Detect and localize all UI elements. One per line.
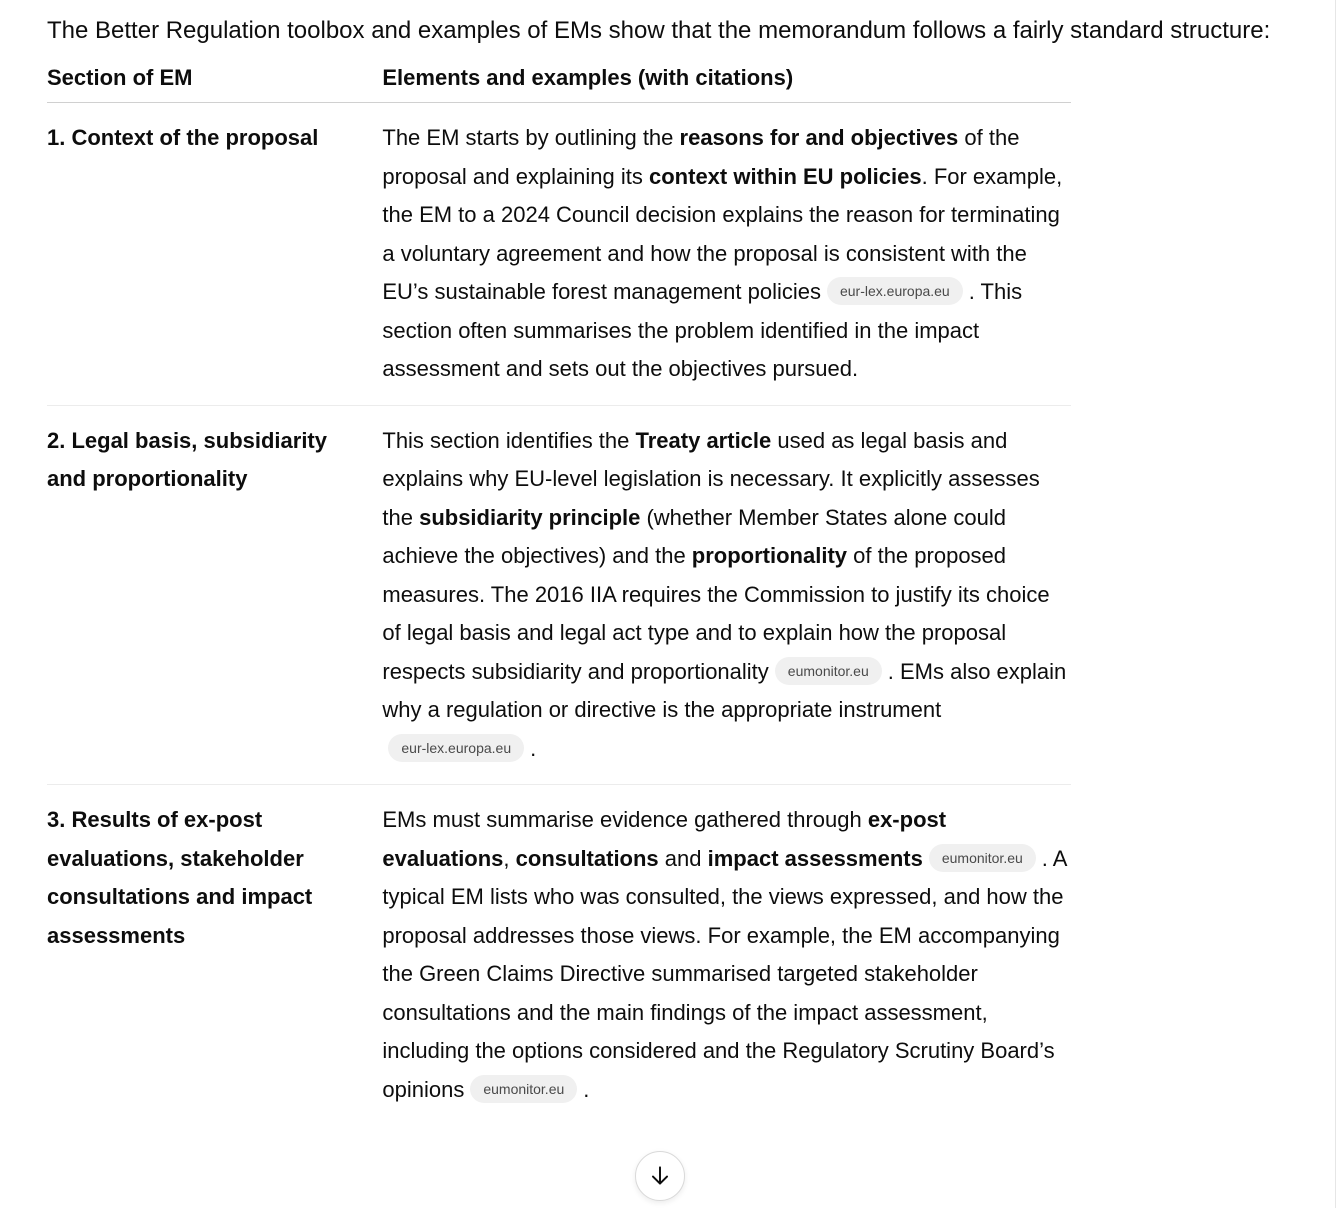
bold-term: impact assessments [707,845,923,871]
em-structure-table [47,63,1071,1125]
body-text: . For example, the EM to a 2024 Council decision explains the reason for terminating a voluntary agreement and how the proposal is consistent with the EU’s sustainable forest management policies [382,163,1063,304]
citation-chip[interactable]: eur-lex.europa.eu [827,277,963,305]
bold-term: proportionality [691,543,848,568]
scrollbar[interactable] [1328,0,1338,1208]
bold-term: reasons for and objectives [679,125,959,150]
body-text: used as legal basis and explains why EU-level legislation is necessary. It explicitly assesses the [382,427,1040,530]
body-text: (whether Member States alone could achieve the objectives) and the [382,504,1006,568]
column-header-section: Section of EM [47,63,382,103]
table-row [47,405,1071,785]
elements-cell [382,785,1071,1126]
intro-paragraph: The Better Regulation toolbox and examples of EMs show that the memorandum follows a fairly standard structure: [47,17,1271,44]
citation-chip[interactable]: eumonitor.eu [470,1075,577,1103]
section-name-cell: 3. Results of ex-post evaluations, stakeholder consultations and impact assessments [47,807,313,948]
section-name-cell: 1. Context of the proposal [47,103,382,406]
table-body [47,103,1071,1126]
citation-chip[interactable]: eumonitor.eu [775,657,882,685]
message-content [47,8,1287,1125]
table-row [47,785,1071,1126]
arrow-down-icon [647,1163,673,1189]
section-name-cell: 2. Legal basis, subsidiarity and proportionality [47,405,382,785]
column-header-elements: Elements and examples (with citations) [382,63,1071,103]
scroll-to-bottom-button[interactable] [635,1151,685,1201]
body-text: . This section often summarises the problem identified in the impact assessment and sets out the objectives pursued. [382,279,1023,381]
bold-term: Treaty article [635,427,772,453]
scrollbar-track [1335,0,1336,1208]
body-text: . A typical EM lists who was consulted, the views expressed, and how the proposal addresses those views. For example, the EM accompanying the Green Claims Directive summarised targeted stakeholder consultations and the main findings of the impact assessment, including the options considered and the Regulatory Scrutiny Board’s opinions [382,845,1067,1102]
elements-cell [382,103,1071,406]
bold-term: consultations [515,845,659,871]
body-text: and [658,845,708,871]
citation-chip[interactable]: eumonitor.eu [929,844,1036,872]
bold-term: context within EU policies [649,163,922,189]
body-text: of the proposed measures. The 2016 IIA requires the Commission to justify its choice of legal basis and legal act type and to explain how the proposal respects subsidiarity and proportionality [382,543,1050,684]
bold-term: subsidiarity principle [419,504,641,530]
body-text: The EM starts by outlining the [382,125,680,150]
citation-chip[interactable]: eur-lex.europa.eu [388,734,524,762]
body-text: This section identifies the [382,427,636,453]
elements-cell [382,405,1071,785]
body-text: . [530,735,537,761]
body-text: . EMs also explain why a regulation or directive is the appropriate instrument [382,658,1067,722]
table-row [47,103,1071,406]
table-header-row [47,63,1071,103]
body-text: . [583,1076,590,1102]
body-text: of the proposal and explaining its [382,125,1020,189]
body-text: EMs must summarise evidence gathered through [382,807,868,832]
bold-term: ex-post evaluations [382,807,947,871]
body-text: , [503,845,516,871]
